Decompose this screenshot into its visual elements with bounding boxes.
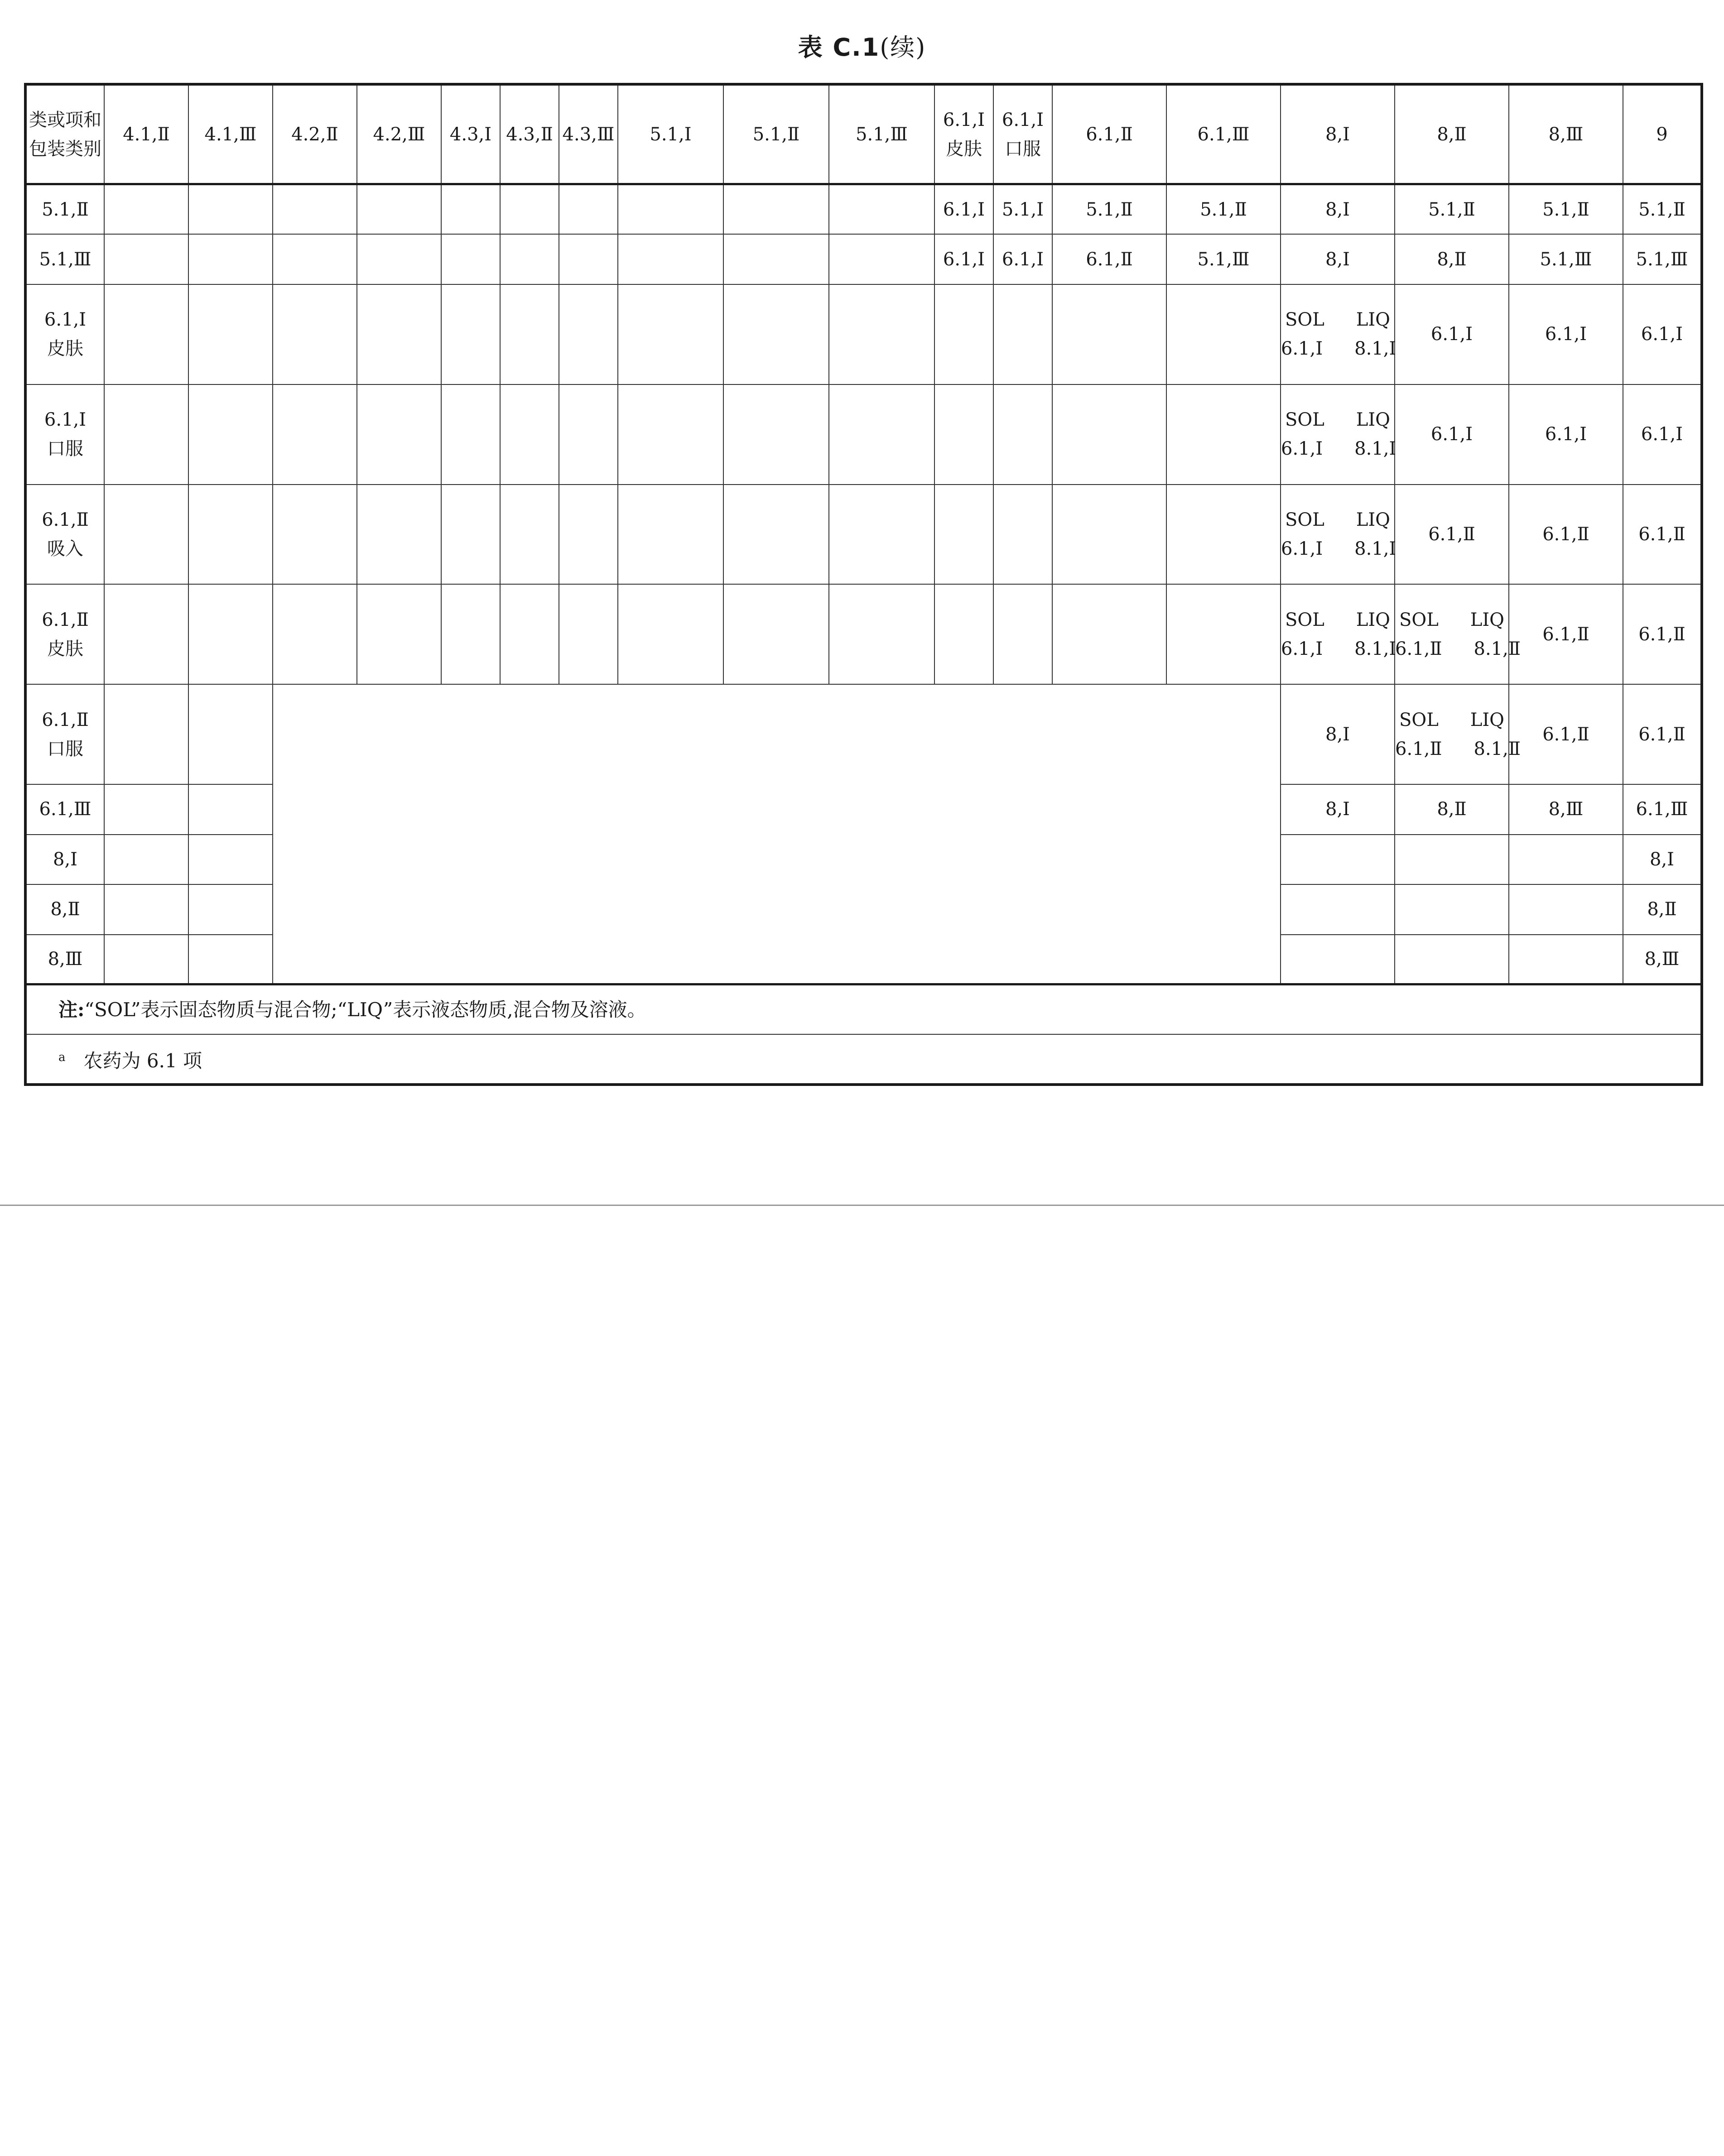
table-cell	[1509, 884, 1623, 934]
table-cell	[618, 184, 723, 234]
row-label-line: 5.1,Ⅱ	[42, 199, 89, 220]
table-cell	[273, 584, 357, 684]
table-cell	[1052, 384, 1166, 485]
table-cell	[188, 584, 273, 684]
table-row	[25, 284, 1702, 384]
table-cell	[1166, 234, 1281, 284]
table-cell	[500, 234, 559, 284]
row-label	[25, 184, 104, 234]
table-cell	[357, 384, 441, 485]
cell-text: 5.1,Ⅲ	[1197, 249, 1250, 270]
table-cell	[993, 184, 1052, 234]
table-cell	[1395, 485, 1509, 585]
cell-text: 5.1,Ⅱ	[1638, 199, 1685, 220]
cell-line: 6.1,Ⅱ 8.1,Ⅱ	[1395, 638, 1521, 659]
header-label: 4.2,Ⅲ	[373, 124, 425, 145]
cell-text: 6.1,Ⅱ	[1638, 724, 1685, 745]
table-cell	[1509, 384, 1623, 485]
table-cell	[1509, 485, 1623, 585]
cell-text: 6.1,Ⅰ	[1430, 324, 1473, 345]
table-cell	[441, 584, 500, 684]
header-cell	[357, 84, 441, 184]
row-label-line: 8,Ⅱ	[50, 899, 80, 920]
header-cell	[1052, 84, 1166, 184]
table-cell	[1623, 384, 1702, 485]
row-label-line: 口服	[47, 438, 83, 460]
cell-text: 6.1,Ⅲ	[1636, 799, 1688, 820]
header-label: 8,Ⅰ	[1325, 124, 1350, 145]
header-cell	[618, 84, 723, 184]
table-cell	[188, 684, 273, 784]
table-cell	[357, 284, 441, 384]
header-label: 8,Ⅲ	[1548, 124, 1584, 145]
table-cell	[1395, 184, 1509, 234]
footnote-cell	[25, 1034, 1702, 1085]
header-label: 4.1,Ⅲ	[204, 124, 257, 145]
table-title-continued: (续)	[880, 33, 926, 62]
table-cell	[829, 284, 934, 384]
table-cell	[273, 184, 357, 234]
header-label: 5.1,Ⅲ	[856, 124, 908, 145]
table-cell	[723, 234, 829, 284]
table-row	[25, 684, 1702, 784]
table-cell	[1166, 485, 1281, 585]
header-label: 6.1,Ⅲ	[1197, 124, 1250, 145]
table-cell	[723, 384, 829, 485]
table-cell	[829, 384, 934, 485]
table-cell	[559, 584, 618, 684]
table-cell	[1281, 684, 1395, 784]
header-cell	[1509, 84, 1623, 184]
table-cell	[1509, 284, 1623, 384]
table-cell	[104, 184, 188, 234]
header-cell	[1623, 84, 1702, 184]
cell-text: 8,Ⅲ	[1548, 799, 1584, 820]
header-cell	[559, 84, 618, 184]
table-cell	[1623, 485, 1702, 585]
table-cell	[618, 584, 723, 684]
header-line: 包装类别	[29, 138, 101, 159]
header-cell	[500, 84, 559, 184]
row-label	[25, 234, 104, 284]
table-cell	[1166, 584, 1281, 684]
table-cell	[441, 234, 500, 284]
table-cell	[1052, 184, 1166, 234]
table-cell	[1623, 884, 1702, 934]
row-label-line: 6.1,Ⅰ	[44, 409, 87, 431]
row-label	[25, 935, 104, 984]
table-cell	[1395, 684, 1521, 784]
table-cell	[559, 234, 618, 284]
table-cell	[934, 184, 993, 234]
table-cell	[357, 184, 441, 234]
table-cell	[104, 584, 188, 684]
table-cell	[273, 384, 357, 485]
table-cell	[104, 284, 188, 384]
table-cell	[1281, 485, 1395, 585]
table-cell	[934, 284, 993, 384]
footnote-mark: a	[58, 1050, 66, 1064]
table-cell	[1395, 884, 1509, 934]
cell-text: 6.1,Ⅱ	[1638, 523, 1685, 545]
header-line: 6.1,Ⅰ	[943, 109, 985, 130]
table-cell	[829, 485, 934, 585]
row-label	[25, 284, 104, 384]
table-cell	[1281, 584, 1395, 684]
header-cell	[829, 84, 934, 184]
table-cell	[934, 485, 993, 585]
row-label-line: 8,Ⅲ	[48, 949, 83, 970]
header-label: 6.1,Ⅱ	[1086, 124, 1133, 145]
cell-text: 8,Ⅱ	[1647, 899, 1677, 920]
row-label-line: 6.1,Ⅱ	[42, 709, 89, 730]
cell-text: 8,Ⅱ	[1437, 249, 1467, 270]
row-label	[25, 884, 104, 934]
table-cell	[188, 485, 273, 585]
table-row	[25, 584, 1702, 684]
header-line: 类或项和	[29, 109, 101, 130]
table-row	[25, 184, 1702, 234]
table-cell	[441, 284, 500, 384]
header-label: 5.1,Ⅰ	[650, 124, 692, 145]
header-cell	[441, 84, 500, 184]
table-cell	[1509, 784, 1623, 834]
table-cell	[1509, 234, 1623, 284]
cell-text: 5.1,Ⅱ	[1542, 199, 1589, 220]
table-cell	[1623, 234, 1702, 284]
row-label	[25, 684, 104, 784]
row-label-line: 皮肤	[47, 638, 83, 659]
header-cell	[934, 84, 993, 184]
table-cell	[1623, 835, 1702, 884]
table-cell	[993, 234, 1052, 284]
cell-line: SOL LIQ	[1285, 509, 1390, 530]
table-cell	[723, 184, 829, 234]
table-cell	[1281, 184, 1395, 234]
blank-region	[273, 684, 1281, 984]
cell-text: 6.1,Ⅱ	[1086, 249, 1133, 270]
table-cell	[104, 485, 188, 585]
table-cell	[1395, 584, 1521, 684]
table-cell	[104, 234, 188, 284]
note-prefix: 注:	[58, 998, 85, 1021]
cell-text: 8,Ⅰ	[1325, 724, 1350, 745]
header-cell	[1395, 84, 1509, 184]
table-cell	[1052, 485, 1166, 585]
table-cell	[104, 684, 188, 784]
table-cell	[618, 485, 723, 585]
table-title-text: 表 C.1	[798, 33, 880, 62]
table-cell	[1623, 184, 1702, 234]
table-cell	[1395, 835, 1509, 884]
table-cell	[1281, 884, 1395, 934]
cell-text: 6.1,Ⅰ	[1002, 249, 1044, 270]
table-cell	[618, 384, 723, 485]
cell-text: 8,Ⅰ	[1325, 199, 1350, 220]
table-cell	[1052, 284, 1166, 384]
table-row	[25, 485, 1702, 585]
table-cell	[1395, 234, 1509, 284]
page-separator	[0, 1205, 1724, 1206]
table-cell	[1509, 184, 1623, 234]
table-cell	[188, 284, 273, 384]
table-cell	[1281, 935, 1395, 984]
header-cell	[273, 84, 357, 184]
table-cell	[104, 935, 188, 984]
table-cell	[829, 234, 934, 284]
table-cell	[273, 234, 357, 284]
cell-text: 6.1,Ⅰ	[1430, 424, 1473, 445]
table-cell	[993, 384, 1052, 485]
table-cell	[1052, 584, 1166, 684]
row-label	[25, 485, 104, 585]
table-cell	[441, 384, 500, 485]
cell-text: 5.1,Ⅲ	[1636, 249, 1688, 270]
table-cell	[723, 485, 829, 585]
cell-text: 5.1,Ⅰ	[1002, 199, 1044, 220]
cell-text: 6.1,Ⅱ	[1542, 523, 1589, 545]
table-cell	[1166, 184, 1281, 234]
table-cell	[500, 284, 559, 384]
row-label-line: 8,Ⅰ	[53, 849, 77, 870]
table-cell	[1281, 384, 1395, 485]
cell-text: 8,Ⅰ	[1325, 799, 1350, 820]
cell-line: 6.1,Ⅰ 8.1,Ⅰ	[1281, 538, 1397, 559]
table-cell	[1623, 584, 1702, 684]
cell-line: SOL LIQ	[1285, 409, 1390, 431]
table-cell	[559, 184, 618, 234]
cell-text: 6.1,Ⅱ	[1542, 724, 1589, 745]
table-cell	[993, 284, 1052, 384]
table-cell	[618, 234, 723, 284]
header-cell	[1166, 84, 1281, 184]
table-cell	[618, 284, 723, 384]
cell-text: 8,Ⅰ	[1325, 249, 1350, 270]
footnote-row	[25, 1034, 1702, 1085]
row-label	[25, 784, 104, 834]
row-label-line: 吸入	[47, 538, 83, 559]
table-cell	[273, 485, 357, 585]
row-label-line: 6.1,Ⅲ	[39, 799, 91, 820]
cell-text: 6.1,Ⅱ	[1428, 523, 1475, 545]
table-cell	[559, 284, 618, 384]
table-cell	[1281, 234, 1395, 284]
cell-text: 8,Ⅲ	[1644, 949, 1680, 970]
header-cell	[188, 84, 273, 184]
table-cell	[1623, 935, 1702, 984]
cell-text: 6.1,Ⅰ	[1641, 324, 1683, 345]
header-line: 皮肤	[946, 138, 982, 159]
cell-text: 6.1,Ⅰ	[1545, 324, 1587, 345]
table-cell	[273, 284, 357, 384]
row-label	[25, 384, 104, 485]
cell-line: SOL LIQ	[1399, 709, 1504, 730]
table-cell	[559, 384, 618, 485]
note-row	[25, 984, 1702, 1034]
row-label-line: 6.1,Ⅱ	[42, 509, 89, 530]
cell-line: SOL LIQ	[1285, 309, 1390, 331]
table-cell	[1509, 684, 1623, 784]
table-cell	[188, 835, 273, 884]
table-cell	[441, 485, 500, 585]
header-cell	[723, 84, 829, 184]
row-label-line: 口服	[47, 738, 83, 759]
header-line: 6.1,Ⅰ	[1002, 109, 1044, 130]
table-cell	[500, 184, 559, 234]
header-cell	[104, 84, 188, 184]
table-cell	[1623, 684, 1702, 784]
cell-text: 5.1,Ⅱ	[1086, 199, 1133, 220]
table-cell	[1395, 784, 1509, 834]
table-cell	[188, 234, 273, 284]
row-label	[25, 584, 104, 684]
cell-line: SOL LIQ	[1285, 609, 1390, 630]
header-label: 4.1,Ⅱ	[123, 124, 170, 145]
table-cell	[357, 584, 441, 684]
table-cell	[934, 234, 993, 284]
table-cell	[500, 485, 559, 585]
cell-line: 6.1,Ⅰ 8.1,Ⅰ	[1281, 438, 1397, 460]
table-title	[0, 28, 1724, 63]
header-label: 8,Ⅱ	[1437, 124, 1467, 145]
row-label-line: 6.1,Ⅱ	[42, 609, 89, 630]
header-label: 4.3,Ⅱ	[506, 124, 553, 145]
table-cell	[723, 584, 829, 684]
cell-text: 6.1,Ⅰ	[943, 199, 985, 220]
row-label-line: 5.1,Ⅲ	[39, 249, 91, 270]
table-cell	[1052, 234, 1166, 284]
table-cell	[1395, 384, 1509, 485]
table-cell	[188, 935, 273, 984]
table-cell	[1166, 384, 1281, 485]
table-cell	[500, 384, 559, 485]
table-cell	[559, 485, 618, 585]
header-label: 5.1,Ⅱ	[752, 124, 800, 145]
table-cell	[104, 835, 188, 884]
table-cell	[829, 184, 934, 234]
table-cell	[934, 584, 993, 684]
row-label	[25, 835, 104, 884]
cell-text: 6.1,Ⅱ	[1542, 624, 1589, 645]
table-cell	[1281, 284, 1395, 384]
table-cell	[993, 584, 1052, 684]
footnote-text: 农药为 6.1 项	[83, 1049, 202, 1072]
cell-text: 5.1,Ⅱ	[1428, 199, 1475, 220]
cell-text: 6.1,Ⅰ	[1641, 424, 1683, 445]
cell-text: 5.1,Ⅱ	[1200, 199, 1247, 220]
table-cell	[104, 384, 188, 485]
table-cell	[441, 184, 500, 234]
table-cell	[1509, 584, 1623, 684]
table-cell	[357, 485, 441, 585]
cell-text: 6.1,Ⅰ	[1545, 424, 1587, 445]
header-cell	[25, 84, 104, 184]
table-cell	[1623, 784, 1702, 834]
table-cell	[1509, 935, 1623, 984]
table-cell	[500, 584, 559, 684]
compatibility-table	[24, 83, 1703, 1086]
cell-text: 5.1,Ⅲ	[1540, 249, 1592, 270]
table-cell	[1395, 284, 1509, 384]
header-line: 口服	[1005, 138, 1041, 159]
header-cell	[1281, 84, 1395, 184]
table-cell	[829, 584, 934, 684]
note-cell	[25, 984, 1702, 1034]
table-cell	[104, 784, 188, 834]
header-cell	[993, 84, 1052, 184]
header-label: 4.2,Ⅱ	[291, 124, 338, 145]
cell-line: 6.1,Ⅰ 8.1,Ⅰ	[1281, 338, 1397, 360]
cell-text: 6.1,Ⅱ	[1638, 624, 1685, 645]
table-cell	[723, 284, 829, 384]
table-cell	[188, 184, 273, 234]
table-cell	[1166, 284, 1281, 384]
header-row	[25, 84, 1702, 184]
table-cell	[357, 234, 441, 284]
table-cell	[188, 784, 273, 834]
table-cell	[934, 384, 993, 485]
cell-line: 6.1,Ⅰ 8.1,Ⅰ	[1281, 638, 1397, 659]
cell-line: SOL LIQ	[1399, 609, 1504, 630]
cell-text: 8,Ⅱ	[1437, 799, 1467, 820]
table-row	[25, 384, 1702, 485]
header-label: 4.3,Ⅰ	[449, 124, 492, 145]
table-cell	[1395, 935, 1509, 984]
table-cell	[1281, 835, 1395, 884]
table-cell	[1623, 284, 1702, 384]
header-label: 9	[1656, 124, 1668, 145]
row-label-line: 皮肤	[47, 338, 83, 360]
cell-text: 8,Ⅰ	[1650, 849, 1674, 870]
note-text: “SOL”表示固态物质与混合物;“LIQ”表示液态物质,混合物及溶液。	[84, 998, 646, 1021]
table-cell	[1281, 784, 1395, 834]
row-label-line: 6.1,Ⅰ	[44, 309, 87, 331]
table-cell	[1509, 835, 1623, 884]
table-cell	[188, 384, 273, 485]
table-cell	[993, 485, 1052, 585]
header-label: 4.3,Ⅲ	[562, 124, 615, 145]
table-cell	[104, 884, 188, 934]
table-row	[25, 234, 1702, 284]
cell-line: 6.1,Ⅱ 8.1,Ⅱ	[1395, 738, 1521, 759]
cell-text: 6.1,Ⅰ	[943, 249, 985, 270]
table-cell	[188, 884, 273, 934]
